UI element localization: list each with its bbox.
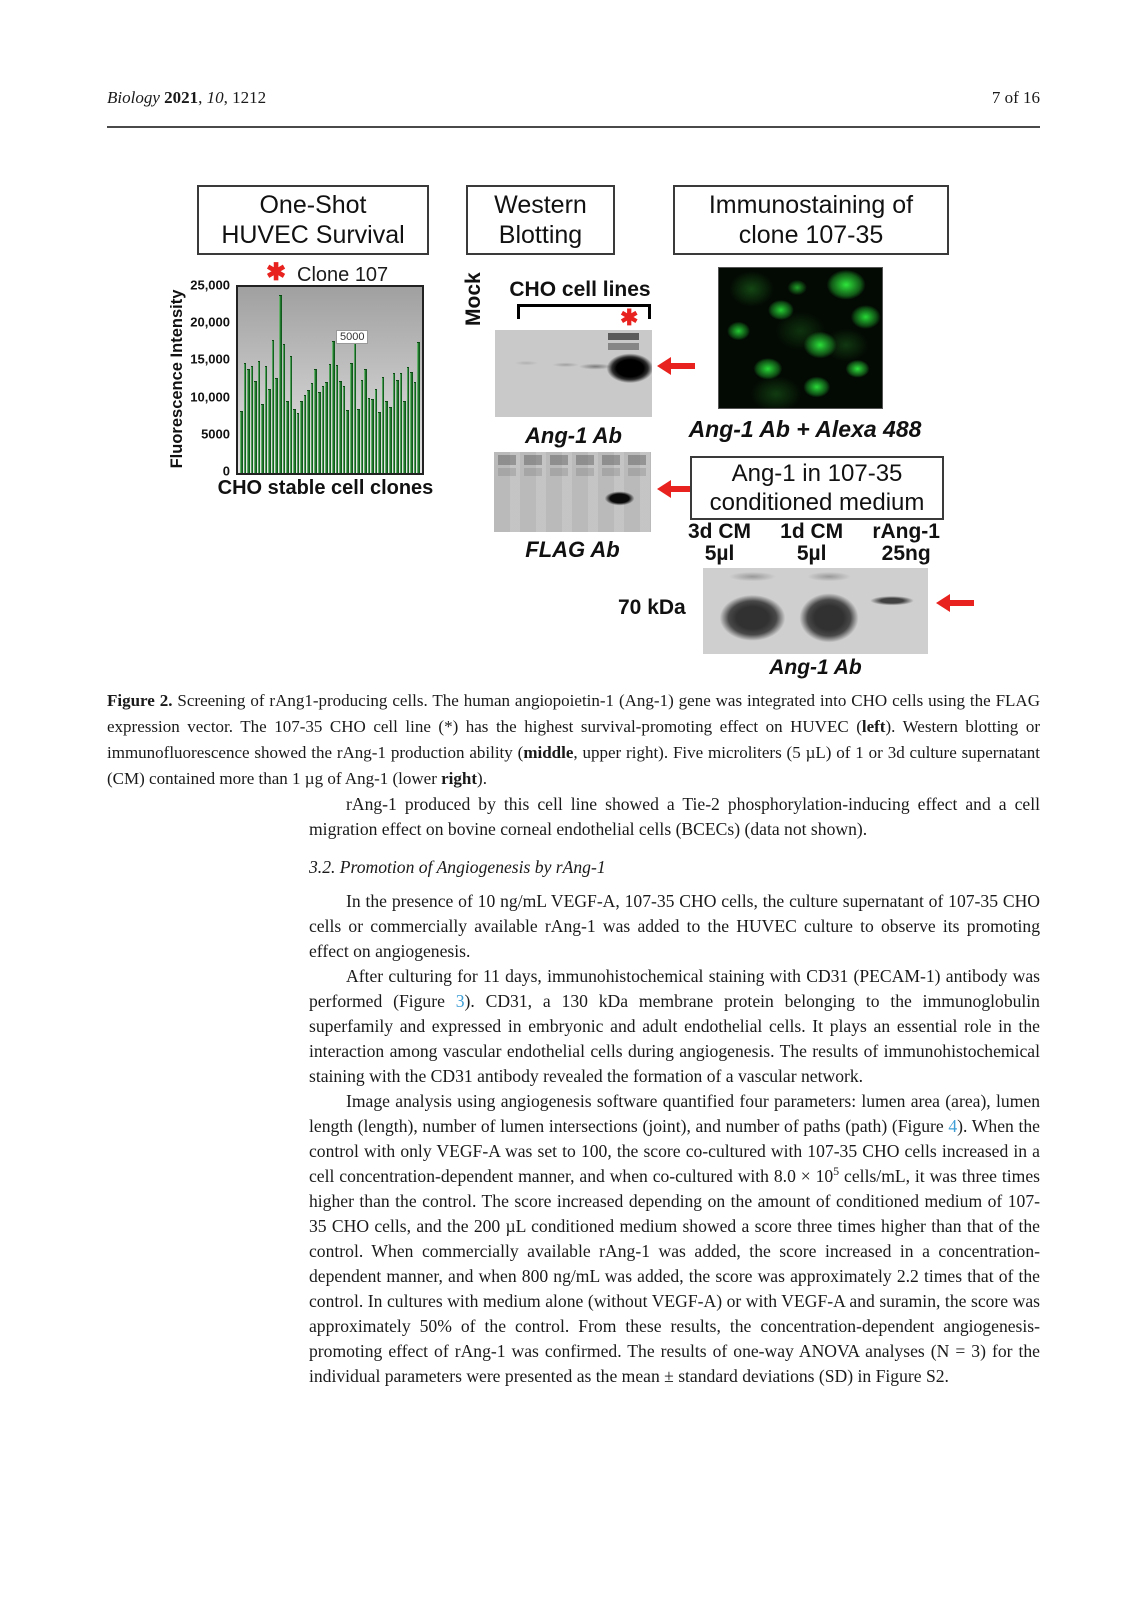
red-arrow-left-icon <box>657 357 696 375</box>
bar <box>375 389 378 473</box>
lane-label-rang1: rAng-1 25ng <box>872 520 940 565</box>
journal-year: 2021 <box>164 88 199 107</box>
paragraph-cd31-staining: After culturing for 11 days, immunohistochemical staining with CD31 (PECAM-1) antibody was performed (Figure 3). CD31, a 130 kDa membrane protein belonging to the immunoglobulin superfamily and expressed in embryonic and adult endothelial cells. It plays an essential role in the interaction among vascular endothelial cells during angiogenesis. The results of immunohistochemical staining with the CD31 antibody revealed the formation of a vascular network. <box>309 966 1040 1086</box>
conditioned-medium-title: Ang-1 in 107-35 conditioned medium <box>690 456 944 520</box>
bar <box>272 340 275 473</box>
panel-title-huvec-survival: One-Shot HUVEC Survival <box>197 185 429 255</box>
bar <box>290 356 293 473</box>
blot-band <box>608 333 639 341</box>
chart-bars <box>238 287 422 473</box>
bar <box>240 411 243 473</box>
ang1-ab-label: Ang-1 Ab <box>525 423 622 448</box>
molecular-weight-label: 70 kDa <box>618 596 686 619</box>
journal-name: Biology <box>107 88 165 107</box>
bar <box>247 369 250 473</box>
bar <box>343 386 346 473</box>
body-text-column <box>309 792 1040 1389</box>
bar <box>244 363 247 473</box>
chart-y-ticks: 25,000 20,000 15,000 10,000 5000 0 <box>190 277 230 479</box>
fluorescence-micrograph <box>718 267 883 409</box>
bar <box>297 413 300 473</box>
bar <box>314 369 317 473</box>
figure-4-link[interactable]: 4 <box>948 1116 958 1136</box>
lane-label-3dcm: 3d CM 5µl <box>688 520 751 565</box>
panel-title-western-blotting: Western Blotting <box>466 185 615 255</box>
exponent: 5 <box>833 1164 840 1179</box>
flag-ab-label: FLAG Ab <box>525 537 620 562</box>
blot-band-row <box>494 468 651 476</box>
ang1-ab-label-bottom: Ang-1 Ab <box>769 656 862 679</box>
bar <box>307 390 310 473</box>
bar <box>371 399 374 473</box>
bar <box>283 344 286 473</box>
bar <box>400 373 403 473</box>
bar <box>396 380 399 473</box>
bar <box>286 401 289 473</box>
mock-lane-label: Mock <box>462 272 485 326</box>
figure-caption-number: Figure 2. <box>107 691 173 710</box>
bar <box>254 381 257 473</box>
western-blot-ang1 <box>495 330 652 417</box>
bar <box>368 398 371 473</box>
bar <box>403 401 406 473</box>
bar <box>414 382 417 473</box>
bar <box>407 367 410 473</box>
bar <box>258 361 261 473</box>
bar <box>318 392 321 473</box>
bar <box>385 401 388 473</box>
bar <box>393 373 396 473</box>
chart-y-axis-title: Fluorescence Intensity <box>168 289 186 469</box>
bar <box>325 382 328 473</box>
bar-chart-plot-area <box>236 285 424 475</box>
bar <box>332 341 335 473</box>
bar <box>382 377 385 473</box>
bar <box>251 366 254 473</box>
bar <box>322 386 325 473</box>
cho-cell-lines-label: CHO cell lines <box>509 278 651 301</box>
panel-title-immunostaining: Immunostaining of clone 107-35 <box>673 185 949 255</box>
bar <box>417 342 420 473</box>
bar <box>293 409 296 473</box>
alexa488-label: Ang-1 Ab + Alexa 488 <box>688 416 922 442</box>
blot-band <box>608 343 639 350</box>
journal-volume: 10 <box>206 88 224 107</box>
bar <box>275 378 278 473</box>
chart-x-axis-title: CHO stable cell clones <box>217 477 434 499</box>
bar <box>350 363 353 473</box>
bar <box>329 364 332 473</box>
bar <box>357 409 360 473</box>
bar <box>346 410 349 473</box>
journal-citation: Biology 2021, 10, 1212 <box>107 88 267 107</box>
bar <box>265 366 268 473</box>
bar <box>389 407 392 473</box>
western-blot-flag <box>494 452 651 532</box>
clone-107-label: Clone 107 <box>297 264 389 286</box>
bar <box>361 380 364 473</box>
bar <box>339 381 342 473</box>
bar <box>311 383 314 473</box>
red-arrow-left-icon <box>936 594 975 612</box>
bar <box>354 330 357 473</box>
western-blot-cm <box>703 568 928 654</box>
bar <box>279 295 282 473</box>
journal-article-number: , 1212 <box>223 88 267 107</box>
figure-caption: Figure 2. Screening of rAng1-producing cells. The human angiopoietin-1 (Ang-1) gene was integrated into CHO cells using the FLAG expression vector. The 107-35 CHO cell line (*) has the highest survival-promoting effect on HUVEC (left). Western blotting or immunofluorescence showed the rAng-1 production ability (middle, upper right). Five microliters (5 µL) of 1 or 3d culture supernatant (CM) contained more than 1 µg of Ang-1 (lower right). <box>107 691 1040 788</box>
bar <box>378 412 381 473</box>
bar <box>268 389 271 473</box>
section-heading-3-2: 3.2. Promotion of Angiogenesis by rAng-1 <box>309 857 606 877</box>
gel-lane-labels <box>688 521 940 565</box>
bar <box>300 401 303 473</box>
paragraph-rang1-produced: rAng-1 produced by this cell line showed a Tie-2 phosphorylation-inducing effect and a cell migration effect on bovine corneal endothelial cells (BCECs) (data not shown). <box>309 794 1040 839</box>
red-asterisk-icon: ✱ <box>266 259 287 286</box>
bar-data-label: 5000 <box>336 330 368 344</box>
bar <box>364 369 367 473</box>
paragraph-vegf-presence: In the presence of 10 ng/mL VEGF-A, 107-35 CHO cells, the culture supernatant of 107-35 CHO cells or commercially available rAng-1 was added to the HUVEC culture to observe its promoting effect on angiogenesis. <box>309 891 1040 961</box>
lane-label-1dcm: 1d CM 5µl <box>780 520 844 565</box>
figure-3-link[interactable]: 3 <box>455 991 465 1011</box>
page-number: 7 of 16 <box>991 88 1040 107</box>
paragraph-image-analysis: Image analysis using angiogenesis software quantified four parameters: lumen area (area), lumen length (length), number of lumen intersections (joint), and number of paths (path) (Figure 4). When the control with only VEGF-A was set to 100, the score co-cultured with 107-35 CHO cells increased in a cell concentration-dependent manner, and when co-cultured with $8.0 \times 10^5$ cells/mL, it was three times higher than the control. The score increased depending on the amount of conditioned medium of 107-35 CHO cells, and the 200 µL conditioned medium showed a score three times higher than that of the control. When commercially available rAng-1 was added, the score increased in a concentration-dependent manner, and when 800 ng/mL was added, the score was approximately 2.2 times that of the control. In cultures with medium alone (without VEGF-A) or with VEGF-A and suramin, the score was approximately 50% of the control. From these results, the concentration-dependent angiogenesis-promoting effect of rAng-1 was confirmed. The results of one-way ANOVA analyses (N = 3) for the individual parameters were presented as the mean ± standard deviations (SD) in Figure S2. <box>309 1091 1040 1386</box>
bar <box>410 372 413 473</box>
blot-band-row <box>494 455 651 465</box>
bar <box>304 395 307 473</box>
red-asterisk-icon: ✱ <box>620 305 639 330</box>
bar <box>261 404 264 473</box>
bar <box>336 365 339 473</box>
